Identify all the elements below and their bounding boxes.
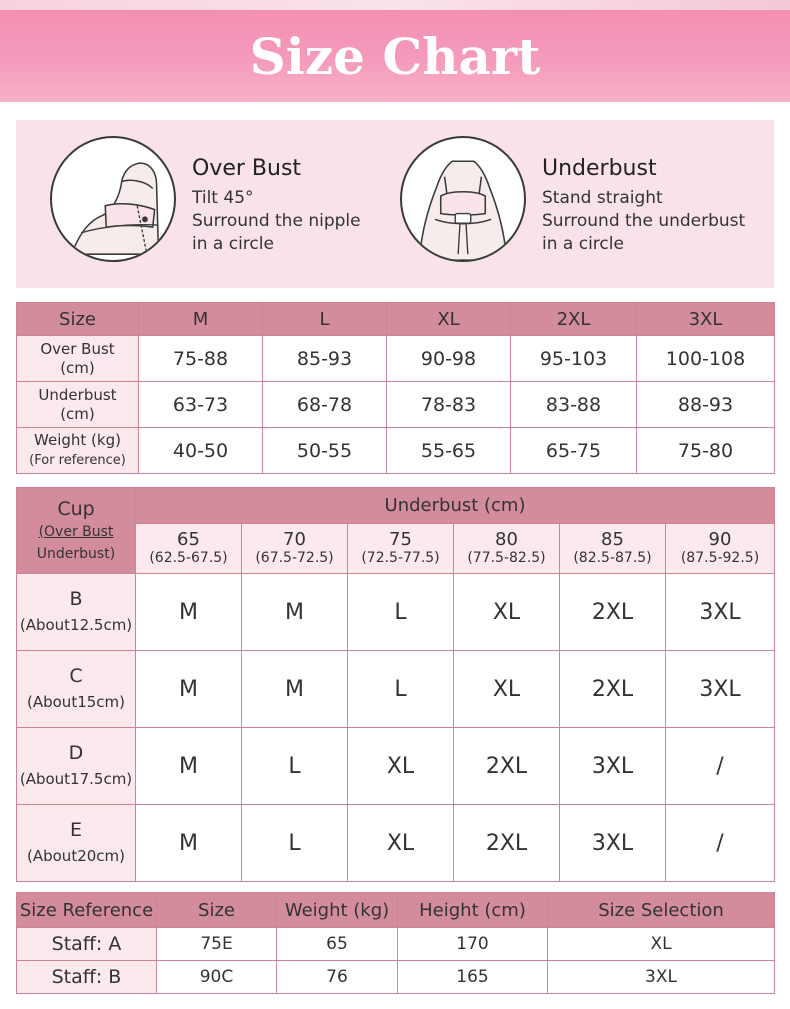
table-row [17, 574, 775, 651]
cup-label: B (About12.5cm) [17, 574, 136, 651]
table-cell: 65-75 [511, 428, 637, 474]
table-row [17, 961, 775, 994]
table-cell: 55-65 [387, 428, 511, 474]
table-cell: 2XL [454, 728, 560, 805]
over-bust-title: Over Bust [192, 156, 302, 181]
reference-header-row [17, 893, 775, 928]
table-cell: 2XL [560, 651, 666, 728]
underbust-column: 90 (87.5-92.5) [666, 524, 775, 574]
table-cell: 2XL [454, 805, 560, 882]
cup-sub-top: (Over Bust [38, 523, 114, 540]
table-cell: 95-103 [511, 336, 637, 382]
reference-header: Size Selection [548, 893, 775, 928]
underbust-column: 75 (72.5-77.5) [348, 524, 454, 574]
table-cell: M [136, 805, 242, 882]
underbust-header: Underbust (cm) [136, 488, 775, 524]
table-cell: 3XL [666, 651, 775, 728]
table-row [17, 428, 775, 474]
page-title: Size Chart [249, 26, 541, 86]
table-cell: 40-50 [139, 428, 263, 474]
underbust-line-3: in a circle [542, 234, 624, 254]
table-cell: XL [454, 651, 560, 728]
row-label: Over Bust (cm) [17, 336, 139, 382]
size-table-header: M [139, 303, 263, 336]
table-row [17, 805, 775, 882]
underbust-column: 70 (67.5-72.5) [242, 524, 348, 574]
row-label: Underbust (cm) [17, 382, 139, 428]
over-bust-line-3: in a circle [192, 234, 274, 254]
table-cell: 83-88 [511, 382, 637, 428]
table-cell: 75E [157, 928, 277, 961]
table-cell: 3XL [666, 574, 775, 651]
cup-label: E (About20cm) [17, 805, 136, 882]
table-cell: L [348, 651, 454, 728]
table-cell: 170 [398, 928, 548, 961]
table-cell: M [136, 651, 242, 728]
table-cell: 75-80 [637, 428, 775, 474]
table-cell: XL [348, 728, 454, 805]
cup-header: Cup [57, 497, 95, 520]
table-cell: 78-83 [387, 382, 511, 428]
staff-label: Staff: B [17, 961, 157, 994]
cup-label: C (About15cm) [17, 651, 136, 728]
table-row [17, 336, 775, 382]
over-bust-guide [50, 136, 361, 274]
table-cell: XL [548, 928, 775, 961]
table-cell: M [136, 728, 242, 805]
row-label: Weight (kg) (For reference) [17, 428, 139, 474]
table-cell: 76 [277, 961, 398, 994]
table-cell: L [242, 728, 348, 805]
measure-guide-panel [16, 120, 774, 288]
table-cell: / [666, 728, 775, 805]
table-cell: 2XL [560, 574, 666, 651]
underbust-line-1: Stand straight [542, 188, 663, 208]
staff-label: Staff: A [17, 928, 157, 961]
underbust-line-2: Surround the underbust [542, 211, 746, 231]
table-cell: 88-93 [637, 382, 775, 428]
banner [0, 10, 790, 102]
size-table-header: L [263, 303, 387, 336]
size-reference-table [16, 892, 775, 994]
cup-table-header-row [17, 488, 775, 524]
table-cell: 3XL [548, 961, 775, 994]
table-row [17, 382, 775, 428]
table-cell: L [348, 574, 454, 651]
table-cell: 3XL [560, 805, 666, 882]
over-bust-illustration [50, 136, 176, 262]
cup-sub-bottom: Underbust) [36, 545, 116, 562]
cup-size-table [16, 487, 775, 882]
underbust-column: 85 (82.5-87.5) [560, 524, 666, 574]
size-table-header: Size [17, 303, 139, 336]
reference-header: Height (cm) [398, 893, 548, 928]
underbust-title: Underbust [542, 156, 657, 181]
underbust-illustration [400, 136, 526, 262]
cup-label: D (About17.5cm) [17, 728, 136, 805]
table-cell: M [136, 574, 242, 651]
table-cell: 50-55 [263, 428, 387, 474]
table-cell: M [242, 651, 348, 728]
table-row [17, 728, 775, 805]
cup-header-cell [17, 488, 136, 574]
reference-header: Size [157, 893, 277, 928]
size-table [16, 302, 775, 474]
top-decor-strip [0, 0, 790, 10]
table-cell: 3XL [560, 728, 666, 805]
table-cell: 65 [277, 928, 398, 961]
underbust-guide [400, 136, 745, 274]
table-cell: 100-108 [637, 336, 775, 382]
underbust-column: 65 (62.5-67.5) [136, 524, 242, 574]
size-table-header: 2XL [511, 303, 637, 336]
table-cell: 90C [157, 961, 277, 994]
size-table-header: 3XL [637, 303, 775, 336]
table-cell: XL [348, 805, 454, 882]
reference-header: Size Reference [17, 893, 157, 928]
table-cell: M [242, 574, 348, 651]
table-cell: 75-88 [139, 336, 263, 382]
over-bust-line-1: Tilt 45° [192, 188, 254, 208]
size-table-header: XL [387, 303, 511, 336]
over-bust-line-2: Surround the nipple [192, 211, 361, 231]
table-cell: 68-78 [263, 382, 387, 428]
table-row [17, 651, 775, 728]
underbust-column: 80 (77.5-82.5) [454, 524, 560, 574]
table-cell: 85-93 [263, 336, 387, 382]
table-cell: / [666, 805, 775, 882]
table-cell: 63-73 [139, 382, 263, 428]
table-cell: 165 [398, 961, 548, 994]
reference-header: Weight (kg) [277, 893, 398, 928]
table-cell: L [242, 805, 348, 882]
table-row [17, 928, 775, 961]
table-cell: 90-98 [387, 336, 511, 382]
size-table-header-row [17, 303, 775, 336]
table-cell: XL [454, 574, 560, 651]
